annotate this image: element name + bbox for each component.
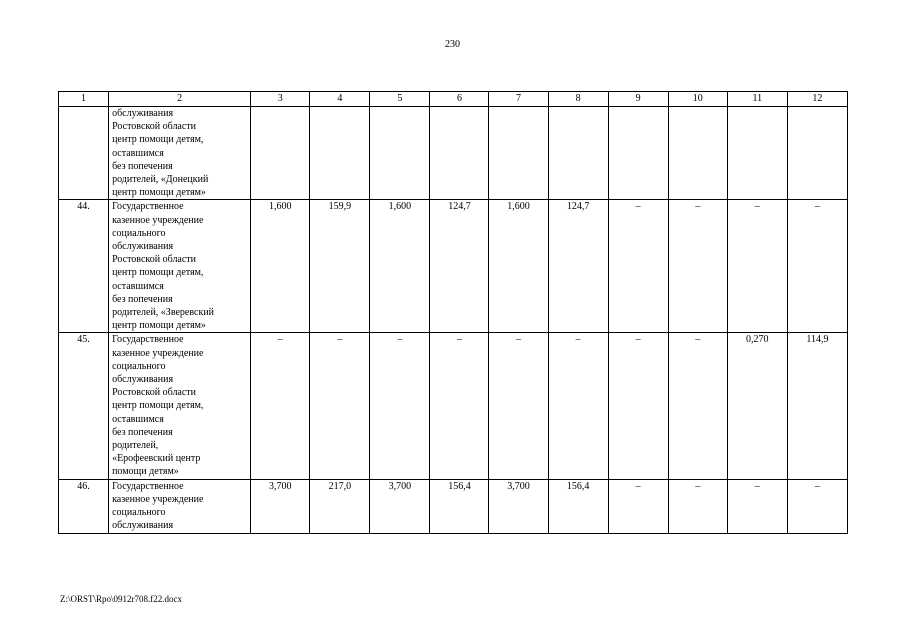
value-cell: – (310, 333, 370, 479)
value-cell: 124,7 (548, 200, 608, 333)
value-cell: 114,9 (787, 333, 847, 479)
column-header: 3 (251, 92, 310, 107)
value-cell: 1,600 (370, 200, 430, 333)
value-cell (251, 107, 310, 200)
column-header: 11 (727, 92, 787, 107)
column-header: 8 (548, 92, 608, 107)
file-path-footer: Z:\ORST\Rpo\0912r708.f22.docx (60, 594, 182, 604)
row-number-cell: 44. (59, 200, 109, 333)
table-row (59, 107, 848, 200)
value-cell (548, 107, 608, 200)
value-cell (668, 107, 727, 200)
column-header: 5 (370, 92, 430, 107)
value-cell: – (668, 479, 727, 533)
value-cell: 1,600 (489, 200, 548, 333)
value-cell: 1,600 (251, 200, 310, 333)
value-cell: – (787, 479, 847, 533)
value-cell: – (430, 333, 489, 479)
table-row (59, 333, 848, 479)
value-cell: 159,9 (310, 200, 370, 333)
value-cell (608, 107, 668, 200)
column-header: 2 (109, 92, 251, 107)
row-number-cell: 45. (59, 333, 109, 479)
value-cell: 156,4 (430, 479, 489, 533)
value-cell: – (489, 333, 548, 479)
value-cell: 156,4 (548, 479, 608, 533)
value-cell (727, 107, 787, 200)
value-cell: 3,700 (370, 479, 430, 533)
column-header: 6 (430, 92, 489, 107)
row-number-cell: 46. (59, 479, 109, 533)
value-cell: – (608, 333, 668, 479)
value-cell: – (251, 333, 310, 479)
column-header: 4 (310, 92, 370, 107)
column-header: 9 (608, 92, 668, 107)
value-cell (787, 107, 847, 200)
value-cell: – (727, 479, 787, 533)
institution-name-cell: Государственное казенное учреждение социального обслуживания (109, 479, 251, 533)
value-cell: – (787, 200, 847, 333)
data-table-container (58, 91, 848, 534)
institution-name-cell: Государственное казенное учреждение социального обслуживания Ростовской области центр помощи детям, оставшимся без попечения родителей, «Ерофеевский центр помощи детям» (109, 333, 251, 479)
data-table (58, 91, 848, 534)
header-row (59, 92, 848, 107)
value-cell (310, 107, 370, 200)
institution-name-cell: Государственное казенное учреждение социального обслуживания Ростовской области центр помощи детям, оставшимся без попечения родителей, «Зверевский центр помощи детям» (109, 200, 251, 333)
value-cell: 3,700 (489, 479, 548, 533)
table-row (59, 200, 848, 333)
row-number-cell (59, 107, 109, 200)
value-cell: 217,0 (310, 479, 370, 533)
column-header: 12 (787, 92, 847, 107)
value-cell: 3,700 (251, 479, 310, 533)
value-cell: – (727, 200, 787, 333)
table-row (59, 479, 848, 533)
value-cell: – (608, 200, 668, 333)
column-header: 10 (668, 92, 727, 107)
column-header: 1 (59, 92, 109, 107)
value-cell: – (668, 200, 727, 333)
value-cell: – (548, 333, 608, 479)
value-cell: – (608, 479, 668, 533)
column-header: 7 (489, 92, 548, 107)
value-cell: – (370, 333, 430, 479)
value-cell (489, 107, 548, 200)
value-cell (430, 107, 489, 200)
value-cell (370, 107, 430, 200)
page-number: 230 (445, 39, 460, 50)
value-cell: 0,270 (727, 333, 787, 479)
value-cell: 124,7 (430, 200, 489, 333)
value-cell: – (668, 333, 727, 479)
institution-name-cell: обслуживания Ростовской области центр помощи детям, оставшимся без попечения родителей, «Донецкий центр помощи детям» (109, 107, 251, 200)
